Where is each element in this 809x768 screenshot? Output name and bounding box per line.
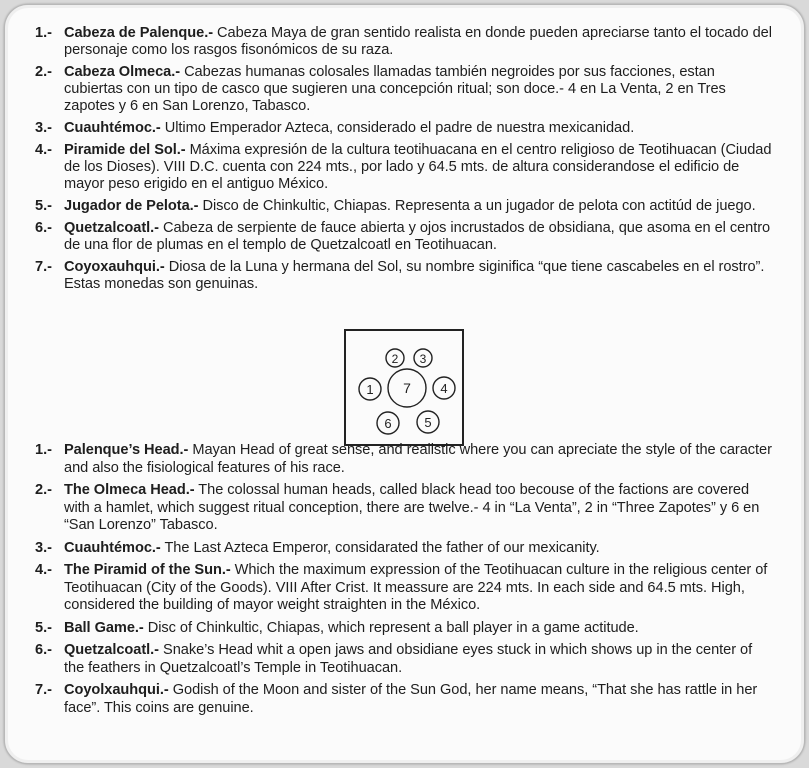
entry-title: Palenque’s Head.- <box>64 442 189 458</box>
entry-text: Ultimo Emperador Azteca, considerado el padre de nuestra mexicanidad. <box>160 120 635 136</box>
entry-text: Diosa de la Luna y hermana del Sol, su nombre siginifica “que tiene cascabeles en el rostro”. Estas monedas son genuinas. <box>64 259 765 292</box>
coin-label: 3 <box>419 352 427 366</box>
entry-number: 1.- <box>35 442 52 458</box>
coin-2 <box>386 349 404 367</box>
entry-text: Máxima expresión de la cultura teotihuacana en el centro religioso de Teotihuacan (Ciudad de los Dioses). VIII D.C. cuenta con 224 mts., por lado y 64.5 mts. de altura considerandose el edificio de mayor peso erigido en el antiguo México. <box>64 142 772 192</box>
entry-text: Cabeza de serpiente de fauce abierta y ojos incrustados de obsidiana, que asoma en el centro de una flor de plumas en el templo de Quetzalcoatl en Teotihuacan. <box>64 220 771 253</box>
entry-text: The Last Azteca Emperor, considarated the father of our mexicanity. <box>160 539 600 556</box>
entry-number: 7.- <box>35 259 52 275</box>
coin-5 <box>417 411 439 433</box>
english-entry-3 <box>35 540 774 558</box>
english-entry-6 <box>35 642 774 677</box>
entry-text: Which the maximum expression of the Teotihuacan culture in the religious center of Teotihuacan (City of the Goods). VIII After Crist. It meassure are 224 mts. In each side and 64.5 mts. High, considered the building of mayor weight straighten in the México. <box>64 562 768 613</box>
entry-title: Ball Game.- <box>64 619 144 636</box>
english-entry-5 <box>35 620 774 638</box>
entry-title: The Piramid of the Sun.- <box>64 562 231 578</box>
entry-number: 3.- <box>35 539 52 556</box>
english-entry-2 <box>35 482 774 535</box>
entry-number: 4.- <box>35 562 52 578</box>
entry-title: Quetzalcoatl.- <box>64 642 159 658</box>
entry-title: Coyoxauhqui.- <box>64 259 165 275</box>
entry-title: Cuauhtémoc.- <box>64 539 161 556</box>
entry-number: 2.- <box>35 64 52 80</box>
entry-text: Cabezas humanas colosales llamadas también negroides por sus facciones, estan cubiertas con un tipo de casco que sugieren una concepción ritual; son doce.- 4 en La Venta, 2 en Tres zapotes y 6 en San Lorenzo, Tabasco. <box>64 64 726 114</box>
entry-number: 7.- <box>35 682 52 698</box>
coin-layout-diagram <box>344 329 464 446</box>
coin-set-card <box>4 4 805 764</box>
entry-title: Jugador de Pelota.- <box>64 198 199 214</box>
entry-text: The colossal human heads, called black head too becouse of the factions are covered with a hamlet, which suggest ritual conception, there are twelve.- 4 in “La Venta”, 2 in “Three Zapotes” y 6 en “San Lorenzo” Tabasco. <box>64 482 760 533</box>
entry-number: 2.- <box>35 482 52 498</box>
coin-4 <box>433 377 455 399</box>
coin-label: 6 <box>384 416 392 431</box>
entry-title: Coyolxauhqui.- <box>64 682 169 698</box>
english-entry-1 <box>35 442 774 477</box>
entry-title: Cabeza de Palenque.- <box>64 25 214 41</box>
coin-label: 7 <box>403 380 411 396</box>
entry-text: Disco de Chinkultic, Chiapas. Representa a un jugador de pelota con actitúd de juego. <box>198 198 756 214</box>
english-entry-7 <box>35 682 774 717</box>
entry-number: 6.- <box>35 220 52 236</box>
spanish-entry-5 <box>35 198 774 215</box>
entry-text: Mayan Head of great sense, and realistic where you can apreciate the style of the caracter and also the fisiological features of his race. <box>64 442 772 476</box>
entry-title: The Olmeca Head.- <box>64 482 195 498</box>
spanish-entry-4 <box>35 142 774 193</box>
coin-1 <box>359 378 381 400</box>
entry-text: Cabeza Maya de gran sentido realista en donde pueden apreciarse tanto el tocado del personaje como los rasgos fisonómicos de su raza. <box>64 25 772 58</box>
entry-text: Disc of Chinkultic, Chiapas, which represent a ball player in a game actitude. <box>143 619 639 636</box>
entry-number: 5.- <box>35 198 52 214</box>
spanish-descriptions <box>35 25 774 298</box>
entry-number: 3.- <box>35 120 52 136</box>
spanish-entry-1 <box>35 25 774 59</box>
english-descriptions <box>35 442 774 722</box>
entry-text: Snake’s Head whit a open jaws and obsidiane eyes stuck in which shows up in the center of the feathers in Quetzalcoatl’s Temple in Teotihuacan. <box>64 642 753 676</box>
entry-text: Godish of the Moon and sister of the Sun God, her name means, “That she has rattle in her face”. This coins are genuine. <box>64 682 758 716</box>
spanish-entry-2 <box>35 64 774 115</box>
entry-title: Quetzalcoatl.- <box>64 220 159 236</box>
english-entry-4 <box>35 562 774 615</box>
entry-title: Cuauhtémoc.- <box>64 120 161 136</box>
spanish-entry-7 <box>35 259 774 293</box>
coin-label: 4 <box>440 381 448 396</box>
entry-title: Cabeza Olmeca.- <box>64 64 181 80</box>
coin-6 <box>377 412 399 434</box>
spanish-entry-3 <box>35 120 774 137</box>
spanish-entry-6 <box>35 220 774 254</box>
entry-number: 4.- <box>35 142 52 158</box>
coin-label: 1 <box>366 382 374 397</box>
entry-title: Piramide del Sol.- <box>64 142 186 158</box>
coin-label: 2 <box>391 352 399 366</box>
entry-number: 5.- <box>35 619 52 636</box>
coin-3 <box>414 349 432 367</box>
entry-number: 6.- <box>35 642 52 658</box>
entry-number: 1.- <box>35 25 52 41</box>
coin-label: 5 <box>424 415 432 430</box>
coin-7 <box>388 369 426 407</box>
